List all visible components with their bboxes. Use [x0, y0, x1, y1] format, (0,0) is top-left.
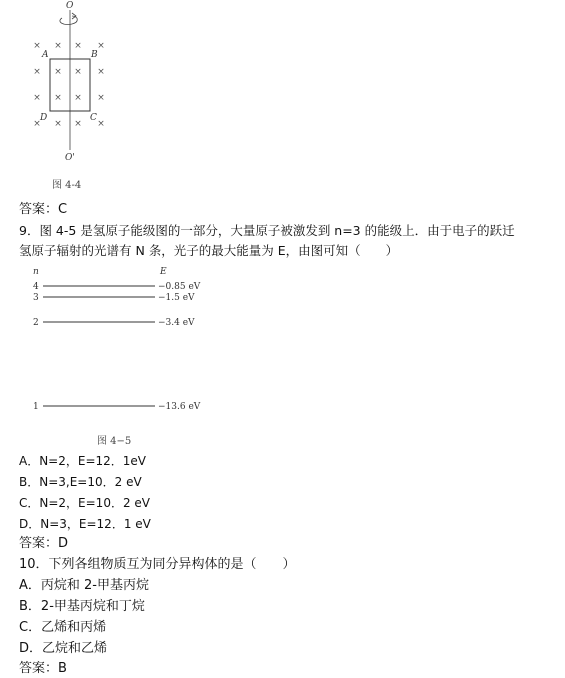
- svg-text:×: ×: [97, 119, 105, 129]
- svg-text:×: ×: [33, 67, 41, 77]
- answer-9: 答案：D: [19, 536, 69, 551]
- q10-option-a: A．丙烷和 2-甲基丙烷: [19, 578, 149, 593]
- svg-text:×: ×: [97, 41, 105, 51]
- q10-option-d: D．乙烷和乙烯: [19, 641, 108, 656]
- svg-text:×: ×: [33, 119, 41, 129]
- level-n-label: 1: [33, 402, 39, 412]
- level-energy-label: −1.5 eV: [158, 293, 195, 303]
- q9-option-b: B．N=3,E=10．2 eV: [19, 475, 142, 489]
- label-o-prime: O': [65, 153, 75, 163]
- question-10-stem: 10．下列各组物质互为同分异构体的是（ ）: [19, 557, 296, 572]
- question-9-line-1: 9．图 4-5 是氢原子能级图的一部分，大量原子被激发到 n=3 的能级上．由于电子的跃迁: [19, 223, 515, 238]
- svg-text:×: ×: [54, 41, 62, 51]
- label-o: O: [66, 1, 74, 11]
- question-9-line-2: 氢原子辐射的光谱有 N 条，光子的最大能量为 E，由图可知（ ）: [19, 243, 399, 258]
- figure-4-5: [25, 264, 245, 449]
- svg-text:×: ×: [33, 93, 41, 103]
- label-c: C: [90, 113, 97, 123]
- label-d: D: [40, 113, 48, 123]
- n-axis-label: n: [33, 267, 39, 277]
- q9-option-a: A．N=2，E=12．1eV: [19, 454, 147, 468]
- figure-4-4: [20, 0, 130, 195]
- svg-text:×: ×: [54, 67, 62, 77]
- q9-option-d: D．N=3，E=12．1 eV: [19, 517, 151, 531]
- figure-4-4-caption: 图 4-4: [52, 180, 82, 191]
- figure-4-5-caption: 图 4−5: [97, 436, 132, 447]
- answer-8: 答案：C: [19, 202, 68, 217]
- svg-text:×: ×: [97, 67, 105, 77]
- label-b: B: [91, 50, 98, 60]
- label-a: A: [42, 50, 49, 60]
- svg-text:×: ×: [74, 93, 82, 103]
- q10-option-c: C．乙烯和丙烯: [19, 620, 107, 635]
- level-energy-label: −3.4 eV: [158, 318, 195, 328]
- svg-text:×: ×: [74, 67, 82, 77]
- q9-option-c: C．N=2，E=10．2 eV: [19, 496, 150, 510]
- level-energy-label: −0.85 eV: [158, 282, 201, 292]
- q10-option-b: B．2-甲基丙烷和丁烷: [19, 599, 145, 614]
- e-axis-label: E: [160, 267, 167, 277]
- svg-text:×: ×: [97, 93, 105, 103]
- level-n-label: 2: [33, 318, 39, 328]
- svg-text:×: ×: [54, 93, 62, 103]
- svg-text:×: ×: [74, 119, 82, 129]
- answer-10: 答案：B: [19, 661, 67, 676]
- level-energy-label: −13.6 eV: [158, 402, 201, 412]
- level-n-label: 4: [33, 282, 39, 292]
- svg-text:×: ×: [74, 41, 82, 51]
- level-n-label: 3: [33, 293, 39, 303]
- svg-text:×: ×: [54, 119, 62, 129]
- svg-text:×: ×: [33, 41, 41, 51]
